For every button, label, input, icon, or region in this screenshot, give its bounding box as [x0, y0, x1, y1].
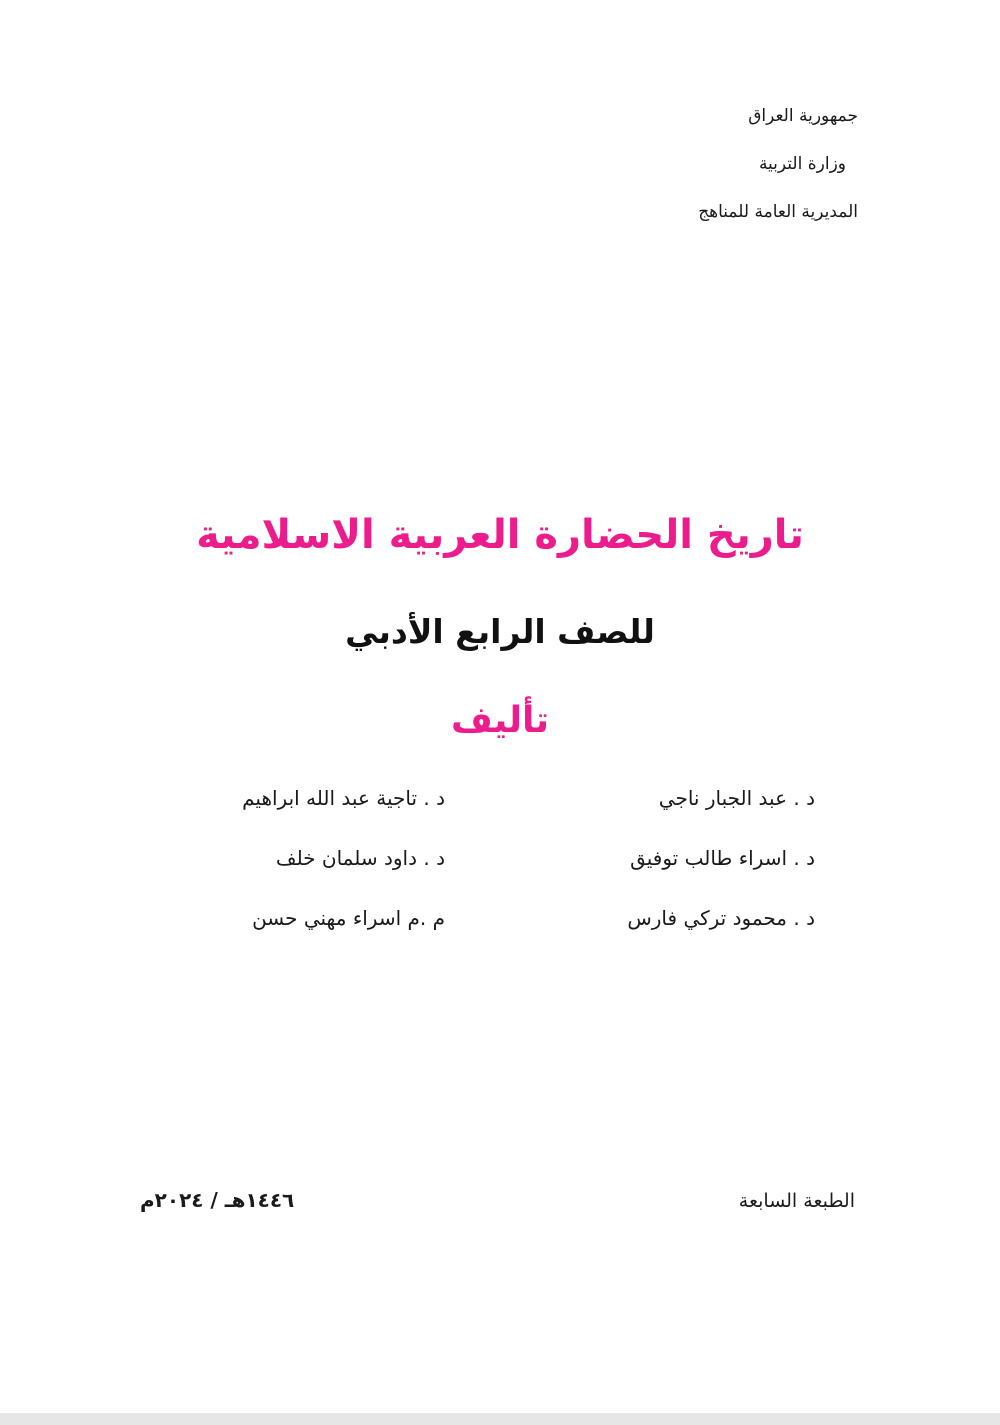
edition-label: الطبعة السابعة	[738, 1190, 855, 1212]
ministry-name: وزارة التربية	[758, 154, 846, 174]
authors-right-column	[515, 776, 815, 956]
author-name: د . اسراء طالب توفيق	[630, 846, 815, 870]
author-name: م .م اسراء مهني حسن	[252, 906, 445, 930]
author-name: د . تاجية عبد الله ابراهيم	[242, 786, 445, 810]
issuing-authority	[598, 92, 858, 236]
publication-year: ١٤٤٦هـ / ٢٠٢٤م	[140, 1188, 295, 1212]
grade-level: للصف الرابع الأدبي	[345, 612, 655, 651]
authors-left-column	[115, 776, 445, 956]
authorship-label: تأليف	[450, 700, 550, 741]
directorate-name: المديرية العامة للمناهج	[698, 202, 858, 222]
author-name: د . داود سلمان خلف	[275, 846, 445, 870]
page-bottom-edge	[0, 1413, 1000, 1425]
author-name: د . محمود تركي فارس	[627, 906, 815, 930]
book-title: تاريخ الحضارة العربية الاسلامية	[196, 512, 804, 558]
author-name: د . عبد الجبار ناجي	[658, 786, 815, 810]
country-name: جمهورية العراق	[748, 106, 858, 126]
